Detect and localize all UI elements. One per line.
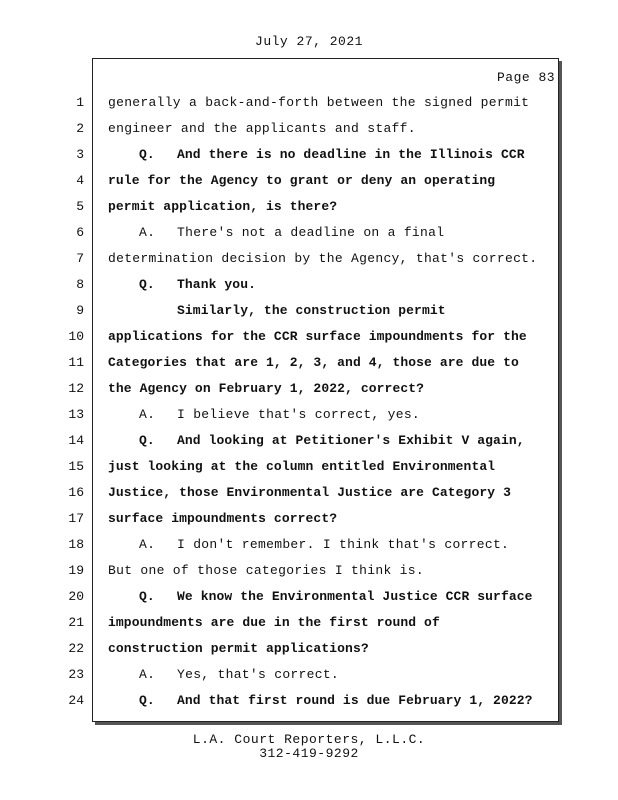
speaker-label: A. <box>139 407 156 422</box>
transcript-line <box>0 272 618 298</box>
line-text: But one of those categories I think is. <box>108 563 424 578</box>
line-text: the Agency on February 1, 2022, correct? <box>108 381 425 396</box>
transcript-line <box>0 116 618 142</box>
line-number: 5 <box>76 199 84 214</box>
line-text: Categories that are 1, 2, 3, and 4, those are due to <box>108 355 519 370</box>
line-text: surface impoundments correct? <box>108 511 338 526</box>
line-text: just looking at the column entitled Environmental <box>108 459 496 474</box>
line-number: 17 <box>68 511 84 526</box>
line-text: There's not a deadline on a final <box>177 225 445 240</box>
line-text: impoundments are due in the first round of <box>108 615 440 630</box>
line-text: Similarly, the construction permit <box>177 303 446 318</box>
line-text: rule for the Agency to grant or deny an operating <box>108 173 496 188</box>
transcript-line <box>0 402 618 428</box>
question-line <box>139 272 256 298</box>
line-number: 12 <box>68 381 84 396</box>
line-text: applications for the CCR surface impoundments for the <box>108 329 527 344</box>
line-number: 13 <box>68 407 84 422</box>
line-number: 2 <box>76 121 84 136</box>
transcript-footer <box>0 733 618 761</box>
transcript-line <box>0 584 618 610</box>
line-number: 24 <box>68 693 84 708</box>
line-number: 15 <box>68 459 84 474</box>
answer-line <box>139 662 339 688</box>
line-text: I don't remember. I think that's correct. <box>177 537 510 552</box>
transcript-line <box>0 688 618 714</box>
transcript-line <box>0 298 618 324</box>
speaker-label: A. <box>139 537 156 552</box>
line-number: 6 <box>76 225 84 240</box>
line-text: Thank you. <box>177 277 257 292</box>
transcript-line <box>0 480 618 506</box>
speaker-label: Q. <box>139 433 155 448</box>
answer-line <box>139 532 509 558</box>
line-number: 9 <box>76 303 84 318</box>
line-number: 14 <box>68 433 84 448</box>
speaker-label: Q. <box>139 277 155 292</box>
transcript-line <box>0 194 618 220</box>
reporter-phone: 312-419-9292 <box>259 746 359 761</box>
reporter-company: L.A. Court Reporters, L.L.C. <box>192 732 426 747</box>
line-number: 3 <box>76 147 84 162</box>
transcript-line <box>0 168 618 194</box>
line-number: 11 <box>68 355 84 370</box>
transcript-line <box>0 350 618 376</box>
line-number: 8 <box>76 277 84 292</box>
line-number: 20 <box>68 589 84 604</box>
transcript-line <box>0 376 618 402</box>
speaker-label: Q. <box>139 147 155 162</box>
page-number: Page 83 <box>497 70 556 85</box>
speaker-label: A. <box>139 225 156 240</box>
transcript-line <box>0 636 618 662</box>
transcript-line <box>0 90 618 116</box>
transcript-line <box>0 324 618 350</box>
answer-line <box>139 220 444 246</box>
question-line <box>139 688 533 714</box>
line-number: 18 <box>68 537 84 552</box>
line-number: 19 <box>68 563 84 578</box>
transcript-line <box>0 454 618 480</box>
line-text: engineer and the applicants and staff. <box>108 121 416 136</box>
line-number: 16 <box>68 485 84 500</box>
line-text: permit application, is there? <box>108 199 338 214</box>
question-line <box>139 428 525 454</box>
line-number: 1 <box>76 95 84 110</box>
transcript-line <box>0 220 618 246</box>
transcript-line <box>0 428 618 454</box>
line-number: 10 <box>68 329 84 344</box>
line-text: Justice, those Environmental Justice are Category 3 <box>108 485 511 500</box>
line-number: 7 <box>76 251 84 266</box>
question-line <box>139 142 525 168</box>
transcript-line <box>0 558 618 584</box>
line-text: determination decision by the Agency, that's correct. <box>108 251 538 266</box>
line-text: And that first round is due February 1, 2022? <box>177 693 533 708</box>
transcript-line <box>0 246 618 272</box>
line-text: construction permit applications? <box>108 641 369 656</box>
line-number: 22 <box>68 641 84 656</box>
line-text: generally a back-and-forth between the signed permit <box>108 95 530 110</box>
transcript-date: July 27, 2021 <box>255 34 363 49</box>
line-number: 4 <box>76 173 84 188</box>
line-number: 21 <box>68 615 84 630</box>
speaker-label: Q. <box>139 589 155 604</box>
line-text: We know the Environmental Justice CCR surface <box>177 589 533 604</box>
line-text: And looking at Petitioner's Exhibit V again, <box>177 433 525 448</box>
speaker-label: Q. <box>139 693 155 708</box>
answer-line <box>139 402 420 428</box>
line-text: And there is no deadline in the Illinois CCR <box>177 147 525 162</box>
line-number: 23 <box>68 667 84 682</box>
speaker-label: A. <box>139 667 156 682</box>
question-line <box>139 584 533 610</box>
transcript-line <box>0 662 618 688</box>
transcript-line <box>0 142 618 168</box>
transcript-line <box>0 610 618 636</box>
line-text: Yes, that's correct. <box>177 667 340 682</box>
transcript-line <box>0 532 618 558</box>
transcript-line <box>0 506 618 532</box>
line-text: I believe that's correct, yes. <box>177 407 421 422</box>
